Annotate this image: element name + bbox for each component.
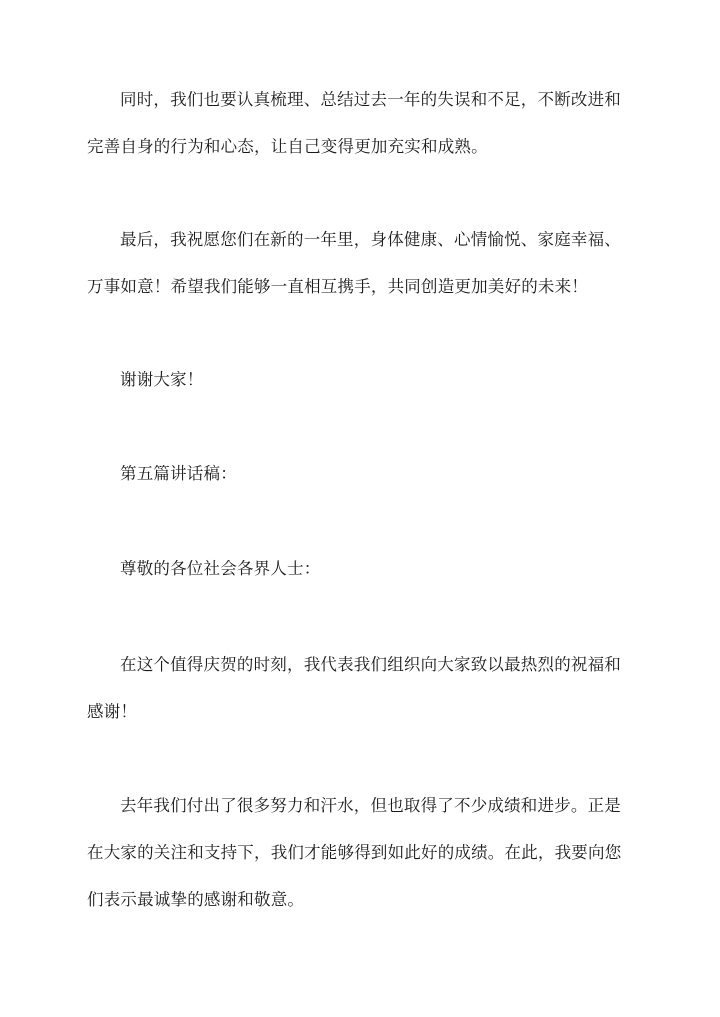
salutation: 尊敬的各位社会各界人士： [120, 559, 321, 578]
paragraph-last-year-achievements: 去年我们付出了很多努力和汗水，但也取得了不少成绩和进步。正是在大家的关注和支持下，我们才能够得到如此好的成绩。在此，我要向您们表示最诚挚的感谢和敬意。 [87, 796, 622, 909]
paragraph-thanks: 谢谢大家！ [120, 370, 204, 389]
paragraph-new-year-wishes: 最后，我祝愿您们在新的一年里，身体健康、心情愉悦、家庭幸福、万事如意！希望我们能够一直相互携手，共同创造更加美好的未来！ [87, 230, 621, 296]
section-heading-fifth-speech: 第五篇讲话稿： [120, 464, 237, 483]
paragraph-review-shortcomings: 同时，我们也要认真梳理、总结过去一年的失误和不足，不断改进和完善自身的行为和心态，让自己变得更加充实和成熟。 [87, 90, 621, 156]
paragraph-greeting-gratitude: 在这个值得庆贺的时刻，我代表我们组织向大家致以最热烈的祝福和感谢！ [87, 655, 621, 721]
